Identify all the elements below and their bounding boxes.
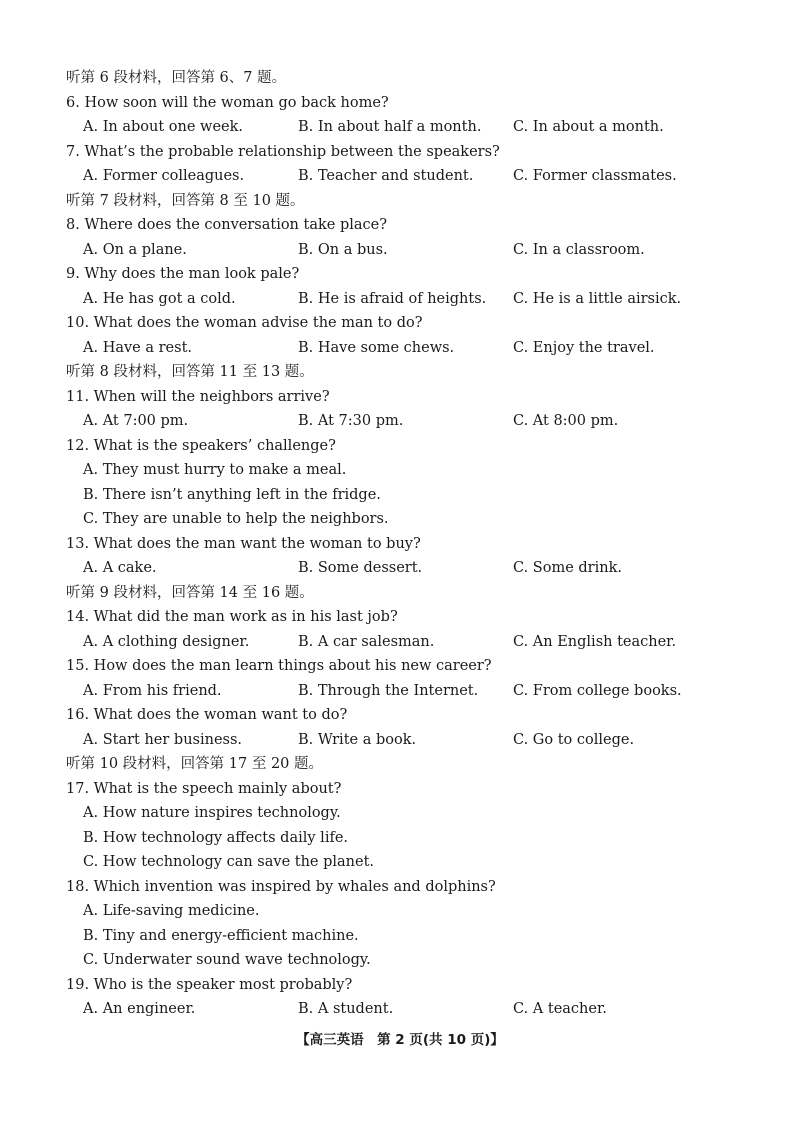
- question-8: 8. Where does the conversation take place?: [66, 217, 387, 233]
- options-row: [66, 997, 756, 1022]
- question-13: 13. What does the man want the woman to buy?: [66, 535, 421, 552]
- option-b: B. On a bus.: [298, 241, 388, 258]
- options-row: [66, 164, 756, 189]
- option-b: B. In about half a month.: [298, 119, 482, 135]
- question-19: 19. Who is the speaker most probably?: [66, 976, 353, 993]
- option-b: B. How technology affects daily life.: [83, 829, 349, 846]
- option-a: A. Former colleagues.: [83, 168, 245, 184]
- option-c: C. In about a month.: [513, 119, 664, 135]
- options-row: [66, 238, 756, 263]
- option-c: C. How technology can save the planet.: [83, 854, 375, 870]
- option-b: B. Tiny and energy-efficient machine.: [83, 927, 359, 944]
- option-c: C. Go to college.: [513, 731, 635, 748]
- question-14: 14. What did the man work as in his last job?: [66, 609, 398, 625]
- option-a: A. Life-saving medicine.: [83, 903, 260, 919]
- option-c: C. Enjoy the travel.: [513, 339, 655, 356]
- section-heading-6: 听第 6 段材料，回答第 6、7 题。: [66, 70, 287, 86]
- options-row: [66, 409, 756, 434]
- option-a: A. Have a rest.: [83, 339, 193, 356]
- option-a: A. In about one week.: [83, 119, 244, 135]
- options-row: [66, 679, 756, 704]
- option-a: A. From his friend.: [83, 682, 222, 699]
- option-c: C. Former classmates.: [513, 168, 677, 184]
- question-12: 12. What is the speakers’ challenge?: [66, 437, 336, 454]
- section-heading-9: 听第 9 段材料，回答第 14 至 16 题。: [66, 584, 314, 601]
- option-a: A. At 7:00 pm.: [83, 413, 189, 429]
- option-b: B. Have some chews.: [298, 339, 455, 356]
- question-18: 18. Which invention was inspired by whales and dolphins?: [66, 878, 496, 895]
- option-a: A. He has got a cold.: [83, 290, 236, 307]
- option-a: A. On a plane.: [83, 241, 187, 258]
- option-b: B. A student.: [298, 1001, 394, 1017]
- option-a: A. Start her business.: [83, 731, 243, 748]
- question-17: 17. What is the speech mainly about?: [66, 780, 342, 797]
- option-c: C. From college books.: [513, 682, 682, 699]
- question-10: 10. What does the woman advise the man to do?: [66, 315, 423, 331]
- question-16: 16. What does the woman want to do?: [66, 707, 348, 723]
- option-c: C. He is a little airsick.: [513, 290, 682, 307]
- option-c: C. At 8:00 pm.: [513, 413, 619, 429]
- option-a: A. An engineer.: [83, 1001, 196, 1017]
- page-footer: 【高三英语 第 2 页(共 10 页)】: [296, 1032, 504, 1048]
- option-c: C. Underwater sound wave technology.: [83, 952, 371, 968]
- section-heading-10: 听第 10 段材料，回答第 17 至 20 题。: [66, 756, 324, 772]
- option-c: C. They are unable to help the neighbors.: [83, 511, 389, 527]
- question-15: 15. How does the man learn things about his new career?: [66, 658, 492, 674]
- option-a: A. A clothing designer.: [83, 633, 250, 650]
- options-row: [66, 115, 756, 140]
- option-c: C. A teacher.: [513, 1001, 607, 1017]
- options-row: [66, 630, 756, 655]
- question-9: 9. Why does the man look pale?: [66, 266, 300, 282]
- option-b: B. A car salesman.: [298, 633, 435, 650]
- option-b: B. He is afraid of heights.: [298, 290, 487, 307]
- section-heading-8: 听第 8 段材料，回答第 11 至 13 题。: [66, 364, 314, 380]
- options-row: [66, 556, 756, 581]
- option-b: B. There isn’t anything left in the fridge.: [83, 486, 381, 503]
- option-a: A. How nature inspires technology.: [83, 805, 341, 821]
- question-11: 11. When will the neighbors arrive?: [66, 388, 330, 405]
- option-c: C. Some drink.: [513, 560, 622, 576]
- option-b: B. At 7:30 pm.: [298, 413, 404, 429]
- page-content: [66, 66, 756, 1022]
- options-row: [66, 287, 756, 312]
- options-row: [66, 728, 756, 753]
- section-heading-7: 听第 7 段材料，回答第 8 至 10 题。: [66, 192, 305, 209]
- option-c: C. An English teacher.: [513, 633, 677, 650]
- question-7: 7. What’s the probable relationship between the speakers?: [66, 143, 500, 160]
- option-c: C. In a classroom.: [513, 241, 645, 258]
- option-a: A. A cake.: [83, 560, 157, 576]
- option-a: A. They must hurry to make a meal.: [83, 462, 347, 478]
- option-b: B. Write a book.: [298, 731, 417, 748]
- option-b: B. Some dessert.: [298, 560, 423, 576]
- option-b: B. Through the Internet.: [298, 682, 479, 699]
- options-row: [66, 336, 756, 361]
- option-b: B. Teacher and student.: [298, 168, 474, 184]
- question-6: 6. How soon will the woman go back home?: [66, 94, 389, 111]
